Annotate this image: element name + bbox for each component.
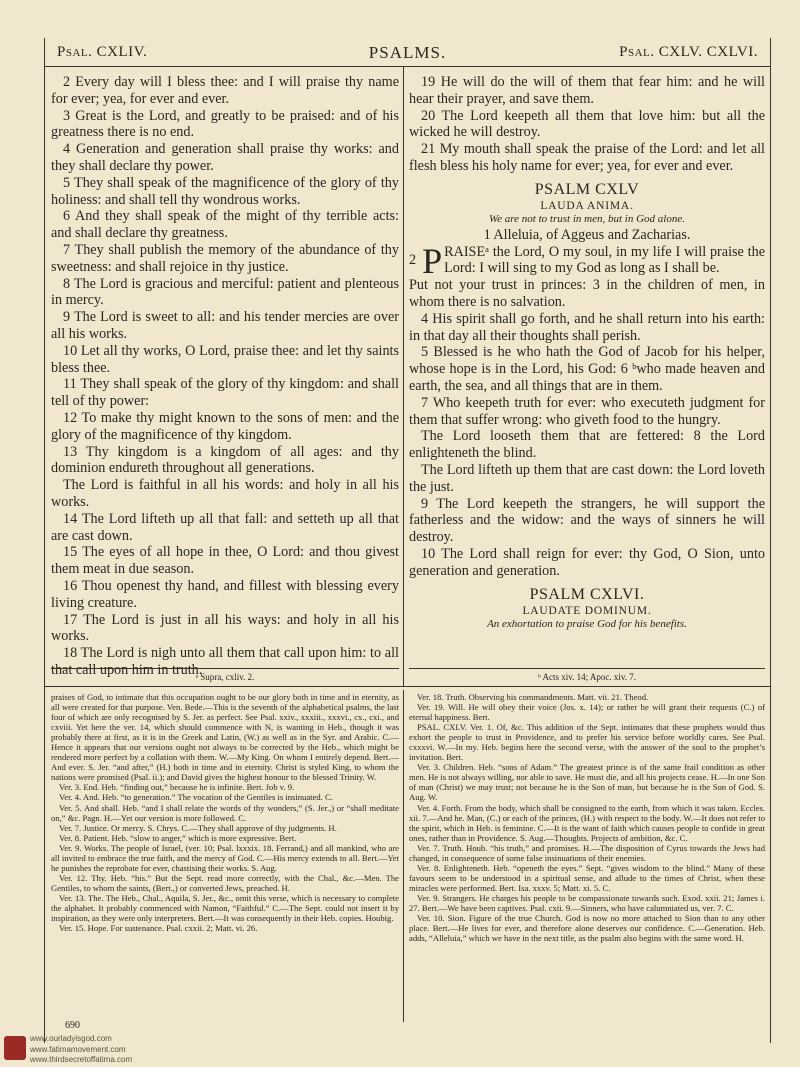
verse: 6 And they shall speak of the might of thy terrible acts: and shall declare thy greatness. [51, 208, 399, 242]
verse: 8 The Lord is gracious and merciful: patient and plenteous in mercy. [51, 275, 399, 309]
note: Ver. 19. Will. He will obey their voice (Jos. x. 14); or rather he will grant their requests (C.) of eternal happiness. Bert. [409, 702, 765, 723]
verse: 21 My mouth shall speak the praise of the Lord: and let all flesh bless his holy name for ever; yea, for ever and ever. [409, 141, 765, 174]
verse: 17 The Lord is just in all his ways: and holy in all his works. [51, 611, 399, 645]
verse: 14 The Lord lifteth up all that fall: and setteth up all that are cast down. [51, 510, 399, 544]
verse: 1 Alleluia, of Aggeus and Zacharias. [483, 226, 691, 243]
verse: 5 Blessed is he who hath the God of Jacob for his helper, whose hope is in the Lord, his God: 6 ᵇwho made heaven and earth, the sea, and all things that are in them. [409, 344, 765, 394]
verse: 11 They shall speak of the glory of thy kingdom: and shall tell of thy power: [51, 376, 399, 410]
column-divider [403, 66, 404, 686]
note: Ver. 7. Truth. Houb. “his truth,” and promises. H.—The disposition of Cyrus towards the Jews had changed, in consequence of some false insinuations of their enemies. [409, 842, 765, 863]
verse: 4 His spirit shall go forth, and he shall return into his earth: in that day all their thoughts shall perish. [409, 310, 765, 344]
verse: 10 Let all thy works, O Lord, praise thee: and let thy saints bless thee. [51, 342, 399, 376]
verse-number: 2 [409, 251, 417, 268]
watermark-url: www.ourladyisgod.com [30, 1034, 112, 1043]
watermark-url: www.fatimamovement.com [30, 1044, 126, 1054]
psalm-145-title: PSALM CXLV [534, 180, 640, 198]
note: praises of God, to intimate that this occupation ought to be our glory both in time and in eternity, as all were created for that purpose. Ven. Bede.—This is the seventh of the alphabetical psalms, the last four of which are only recognised by S. Jer. as perfect. See Psal. xxiv., xxxiii., xxxvi., cx., cxi., and cxviii. Yet here the ver. 14, which should commence with N, is wanting in Heb., though it was probably there at first, as it is in the Greek and Latin, (W.) as well as in the Syr. and Arabic. C.—Hence it appears that our versions ought not always to be corrected by the Heb., which might be rendered more perfect by a collation with them. W.—My King. On whom I entirely depend. Bert.—And ever. S. Jer. “and after,” (H.) both in time and in eternity. Christ is styled King, to whom the nations were promised (Psal. ii.); and David gives the highest honour to the blessed Trinity. W. [51, 692, 399, 783]
cross-reference-right: ᵇ Acts xiv. 14; Apoc. xiv. 7. [537, 672, 637, 682]
verse: 2 Every day will I bless thee: and I will praise thy name for ever; yea, for ever and ever. [51, 74, 399, 107]
footnote-rule-right [409, 668, 765, 669]
verse: 15 The eyes of all hope in thee, O Lord: and thou givest them meat in due season. [51, 544, 399, 578]
note: Ver. 18. Truth. Observing his commandments. Matt. vii. 21. Theod. [417, 692, 649, 702]
note: PSAL. CXLV. Ver. 1. Of, &c. This addition of the Sept. intimates that these prophets would thus exhort the people to trust in Providence, and to prefer his service before worldly cares. See Psal. cxxxvi. W.—In my. Heb. begins here the second verse, with the answer of the soul to the prophet’s invitation. Bert. [409, 722, 765, 763]
verse: 19 He will do the will of them that fear him: and he will hear their prayer, and save them. [409, 74, 765, 107]
verse: Put not your trust in princes: 3 in the children of men, in whom there is no salvation. [409, 277, 765, 310]
page-number: 690 [65, 1020, 80, 1031]
verse: 20 The Lord keepeth all them that love him: but all the wicked he will destroy. [409, 107, 765, 141]
right-column [409, 74, 765, 632]
header-left: Psal. CXLIV. [57, 44, 148, 60]
commentary-right [409, 692, 765, 1012]
verse: 13 Thy kingdom is a kingdom of all ages: and thy dominion endureth throughout all generations. [51, 443, 399, 477]
note: Ver. 15. Hope. For sustenance. Psal. cxxii. 2; Matt. vi. 26. [59, 923, 258, 934]
verse: 9 The Lord is sweet to all: and his tender mercies are over all his works. [51, 309, 399, 342]
cross-reference-left: ᵃ Supra, cxliv. 2. [195, 672, 255, 682]
note: Ver. 3. Children. Heb. “sons of Adam.” The greatest prince is of the same frail condition as other men. He is not always willing, nor able to save. He must die, and all his projects cease. H.—In one Son of man (Christ) we may trust; not because he is the Son of man, but because he is the Son of God. S. Aug. W. [409, 762, 765, 803]
verse: The Lord lifteth up them that are cast down: the Lord loveth the just. [409, 461, 765, 495]
watermark-url: www.thirdsecretoffatima.com [30, 1055, 133, 1064]
psalm-145-argument: We are not to trust in men, but in God alone. [489, 212, 685, 225]
verse: 3 Great is the Lord, and greatly to be praised: and of his greatness there is no end. [51, 107, 399, 141]
verse: 4 Generation and generation shall praise thy works: and they shall declare thy power. [51, 141, 399, 174]
note: Ver. 3. End. Heb. “finding out,” because he is infinite. Bert. Job v. 9. [59, 782, 295, 793]
page-frame [44, 38, 771, 1043]
verse: 7 They shall publish the memory of the abundance of thy sweetness: and shall rejoice in thy justice. [51, 241, 399, 275]
psalm-146-title: PSALM CXLVI. [529, 585, 645, 603]
verse: 5 They shall speak of the magnificence of the glory of thy holiness: and shall tell thy wondrous works. [51, 174, 399, 208]
notes-column-divider [403, 690, 404, 1022]
verse: 16 Thou openest thy hand, and fillest with blessing every living creature. [51, 577, 399, 611]
psalm-145-subtitle: LAUDA ANIMA. [540, 199, 634, 212]
drop-cap: P [422, 240, 443, 281]
verse: The Lord looseth them that are fettered: 8 the Lord enlighteneth the blind. [409, 428, 765, 462]
verse: 10 The Lord shall reign for ever: thy God, O Sion, unto generation and generation. [409, 545, 765, 579]
note: Ver. 4. And. Heb. “to generation.” The vocation of the Gentiles is insinuated. C. [59, 792, 333, 803]
note: Ver. 8. Patient. Heb. “slow to anger,” which is more expressive. Bert. [59, 832, 297, 843]
site-logo-icon [4, 1036, 26, 1060]
psalm-146-argument: An exhortation to praise God for his benefits. [487, 617, 687, 630]
watermark [30, 1034, 132, 1066]
note: Ver. 8. Enlighteneth. Heb. “openeth the eyes.” Sept. “gives wisdom to the blind.” Many of these favours seem to be understood in a spiritual sense, and allude to the times of Christ, when these miracles were performed. Bert. Isa. xxxv. 5; Matt. xi. 5. C. [409, 862, 765, 893]
notes-separator [45, 686, 770, 687]
commentary-left [51, 692, 399, 1012]
psalm-145-opening [409, 240, 765, 281]
verse: The Lord is faithful in all his words: and holy in all his works. [51, 477, 399, 510]
footnote-rule-left [51, 668, 399, 669]
note: Ver. 4. Forth. From the body, which shall be consigned to the earth, from which it was taken. Eccles. xii. 7.—And he. Man, (C.) or each of the princes, (H.) with respect to the body. W.—It does not refer to the spirit, which in Heb. is feminine. C.—It is the want of faith which causes people to confide in great ones, rather than in Providence. S. Aug.—Thoughts. Projects of ambition, &c. C. [409, 802, 765, 843]
note: Ver. 10. Sion. Figure of the true Church. God is now no more attached to Sion than to any other place. Bert.—He lives for ever, and therefore alone deserves our confidence. C.—Generation. Heb. adds, “Alleluia,” which we have in the next title, as the psalm also begins with the same word. H. [409, 913, 765, 944]
note: Ver. 13. The. The Heb., Chal., Aquila, S. Jer., &c., omit this verse, which is necessary to complete the alphabet. It probably commenced with Namon, “Faithful.” C.—The Sept. could not insert it by inspiration, as they were only interpreters. Bert.—It was consequently in their Heb. copies. Houbig. [51, 892, 399, 924]
note: Ver. 9. Works. The people of Israel, (ver. 10; Psal. lxxxix. 18. Ferrand,) and all mankind, who are all invited to embrace the true faith, and the mercy of God. C.—His mercy extends to all. Bert.—Yet he punishes the reprobate for ever, chastising their works. S. Aug. [51, 842, 399, 873]
running-header [45, 38, 770, 67]
left-column [51, 74, 399, 679]
verse-text: RAISEᵃ the Lord, O my soul, in my life I will praise the Lord: I will sing to my God as long as I shall be. [444, 243, 765, 277]
verse: 12 To make thy might known to the sons of men: and the glory of the magnificence of thy kingdom. [51, 409, 399, 443]
verse: 18 The Lord is nigh unto all them that call upon him: to all that call upon him in truth. [51, 645, 399, 678]
header-title: PSALMS. [368, 43, 447, 62]
header-right: Psal. CXLV. CXLVI. [619, 44, 758, 60]
verse: 7 Who keepeth truth for ever: who executeth judgment for them that suffer wrong: who giveth food to the hungry. [409, 394, 765, 428]
note: Ver. 12. Thy. Heb. “his.” But the Sept. read more correctly, with the Chal., &c.—Men. The Gentiles, to whom the saints, (Bert.,) or converted Jews, preached. H. [51, 872, 399, 893]
psalm-146-subtitle: LAUDATE DOMINUM. [522, 604, 652, 617]
note: Ver. 9. Strangers. He charges his people to be compassionate towards such. Exod. xxii. 21; James i. 27. Bert.—We have been captives. Psal. cxii. 9.—Sinners, who have calumniated us, ver. 7. C. [409, 892, 765, 913]
verse: 9 The Lord keepeth the strangers, he will support the fatherless and the widow: and the ways of sinners he will destroy. [409, 495, 765, 546]
note: Ver. 5. And shall. Heb. “and I shall relate the words of thy wonders,” (S. Jer.,) or “shall meditate on,” &c. Pagn. H.—Yet our version is more followed. C. [51, 802, 399, 823]
note: Ver. 7. Justice. Or mercy. S. Chrys. C.—They shall approve of thy judgments. H. [59, 822, 337, 833]
